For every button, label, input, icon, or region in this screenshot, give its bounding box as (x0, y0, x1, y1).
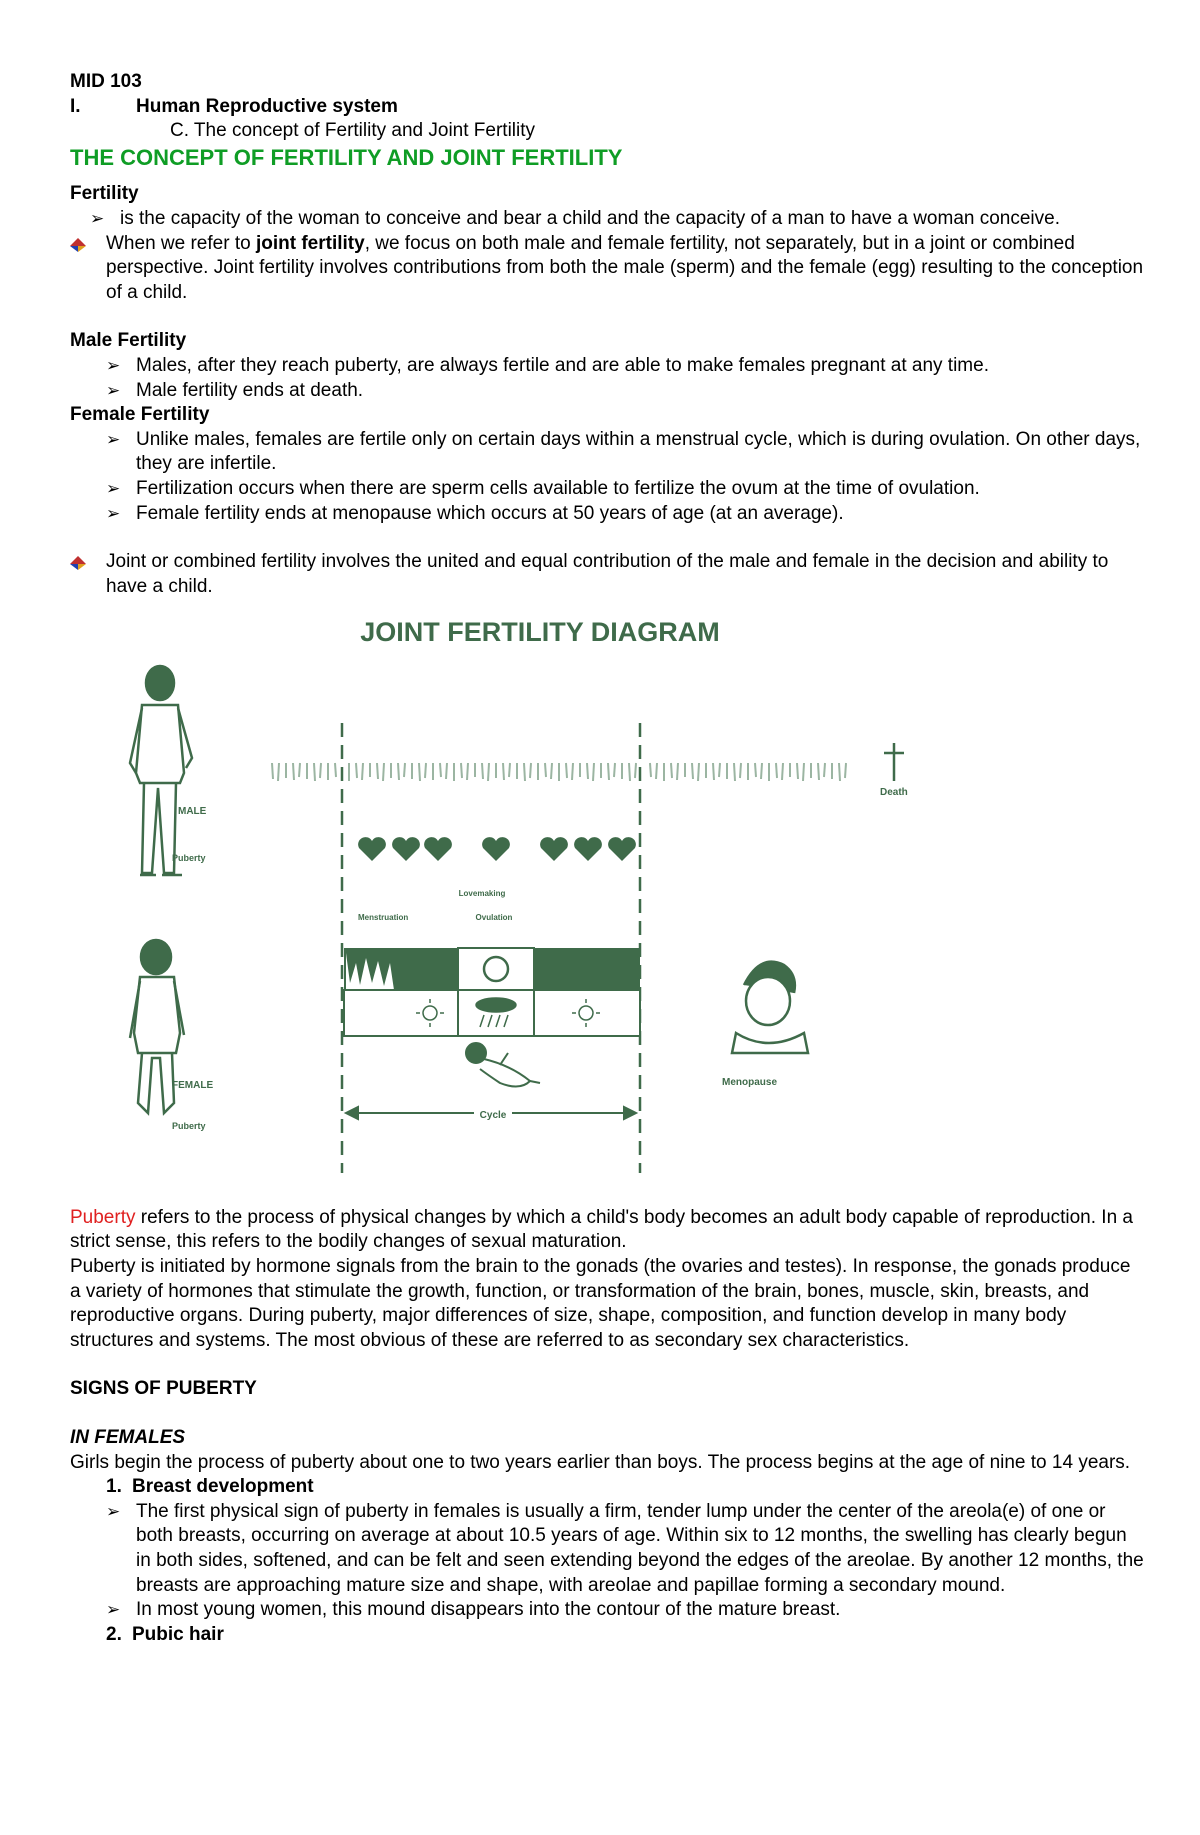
female-label: FEMALE (172, 1080, 214, 1092)
document-page (70, 70, 1145, 1647)
sperm-mark (467, 763, 468, 780)
cycle-label: Cycle (479, 1110, 507, 1122)
sperm-mark (419, 763, 420, 781)
male-label: MALE (178, 806, 207, 818)
sperm-mark (629, 763, 630, 781)
sperm-mark (320, 763, 321, 778)
signs-heading: SIGNS OF PUBERTY (70, 1378, 257, 1400)
sperm-mark (425, 763, 426, 778)
numbered-item-1: 1. Breast development (70, 1475, 1145, 1500)
female-fertility-list (70, 428, 1145, 526)
sperm-mark (293, 763, 294, 780)
sperm-mark (299, 763, 300, 777)
sperm-mark (608, 763, 609, 780)
list-item: ➢ Males, after they reach puberty, are always fertile and are able to make females pregnant at any time. (70, 354, 1145, 379)
list-item: ➢ Male fertility ends at death. (70, 379, 1145, 404)
sperm-mark (734, 763, 735, 781)
item-title: Breast development (132, 1476, 314, 1498)
item-title: Pubic hair (132, 1623, 224, 1645)
sperm-mark (740, 763, 741, 778)
heart-icon (574, 837, 602, 861)
list-item: ➢ In most young women, this mound disappears into the contour of the mature breast. (70, 1598, 1145, 1623)
course-code: MID 103 (70, 71, 142, 92)
sperm-mark (677, 763, 678, 780)
sperm-row (272, 763, 846, 781)
triangle-bullet-icon (70, 556, 86, 570)
sperm-mark (509, 763, 510, 777)
ovulation-label: Ovulation (475, 913, 513, 923)
sperm-mark (614, 763, 615, 777)
male-puberty-label: Puberty (172, 853, 206, 864)
baby-icon (466, 1043, 540, 1087)
joint-fertility-diagram (60, 613, 1180, 1188)
list-item: ➢ Unlike males, females are fertile only on certain days within a menstrual cycle, which is during ovulation. On other days, they are infertile. (106, 428, 1141, 475)
female-puberty-label: Puberty (172, 1121, 206, 1132)
arrow-bullet-icon: ➢ (106, 1600, 121, 1620)
heart-icon (392, 837, 420, 861)
arrow-bullet-icon: ➢ (106, 429, 121, 449)
menopause-label: Menopause (722, 1077, 778, 1089)
sperm-mark (824, 763, 825, 777)
sperm-mark (650, 763, 651, 777)
heart-icon (540, 837, 568, 861)
sperm-mark (461, 763, 462, 778)
sperm-mark (362, 763, 363, 780)
sperm-mark (482, 763, 483, 779)
puberty-term: Puberty (70, 1206, 136, 1228)
sperm-mark (572, 763, 573, 780)
sperm-mark (713, 763, 714, 780)
sperm-mark (845, 763, 846, 778)
sperm-mark (524, 763, 525, 781)
hearts-row (358, 837, 636, 861)
sperm-mark (698, 763, 699, 781)
section-numeral: I. (70, 95, 81, 117)
breast-development-list (70, 1500, 1145, 1623)
arrow-bullet-icon: ➢ (106, 380, 121, 400)
menstruation-label: Menstruation (358, 913, 409, 923)
fertility-heading: Fertility (70, 183, 139, 205)
diagram-title: JOINT FERTILITY DIAGRAM (360, 617, 720, 648)
sperm-mark (398, 763, 399, 780)
arrow-bullet-icon: ➢ (106, 355, 121, 375)
sperm-mark (818, 763, 819, 780)
sperm-mark (635, 763, 636, 778)
male-fertility-heading: Male Fertility (70, 330, 187, 352)
heart-icon (358, 837, 386, 861)
list-item: ➢ is the capacity of the woman to conceive and bear a child and the capacity of a man to have a woman conceive. (70, 207, 1145, 232)
sperm-mark (566, 763, 567, 778)
list-item: ➢ Fertilization occurs when there are sperm cells available to fertilize the ovum at the time of ovulation. (70, 477, 1145, 502)
male-figure (130, 666, 192, 875)
sperm-mark (488, 763, 489, 781)
sperm-mark (314, 763, 315, 781)
sperm-mark (803, 763, 804, 781)
sperm-mark (593, 763, 594, 781)
females-intro: Girls begin the process of puberty about one to two years earlier than boys. The process begins at the age of nine to 14 years. (70, 1451, 1131, 1473)
sperm-mark (377, 763, 378, 779)
arrow-bullet-icon: ➢ (90, 208, 105, 228)
arrow-bullet-icon: ➢ (106, 1501, 121, 1521)
female-fertility-heading: Female Fertility (70, 404, 210, 426)
sperm-mark (776, 763, 777, 778)
lovemaking-label: Lovemaking (458, 889, 506, 899)
death-label: Death (880, 787, 908, 799)
joint-note-paragraph: Joint or combined fertility involves the united and equal contribution of the male and female in the decision and ability to have a child. (70, 550, 1145, 599)
arrow-bullet-icon: ➢ (106, 478, 121, 498)
joint-fertility-paragraph: When we refer to joint fertility, we focus on both male and female fertility, not separately, but in a joint or combined perspective. Joint fertility involves contributions from both the male (sperm) and the female (egg) resulting to the conception of a child. (70, 232, 1145, 306)
sperm-mark (692, 763, 693, 779)
numbered-item-2: 2. Pubic hair (70, 1623, 1145, 1648)
sperm-mark (440, 763, 441, 777)
sperm-mark (446, 763, 447, 779)
list-item: ➢ Female fertility ends at menopause which occurs at 50 years of age (at an average). (70, 502, 1145, 527)
sperm-mark (272, 763, 273, 779)
heart-icon (608, 837, 636, 861)
sperm-mark (656, 763, 657, 779)
sperm-mark (587, 763, 588, 779)
puberty-paragraph-2: Puberty is initiated by hormone signals from the brain to the gonads (the ovaries and testes). In response, the gonads produce a variety of hormones that stimulate the growth, function, or transformation of the brain, bones, muscle, skin, breasts, and reproductive organs. During puberty, major differences of size, shape, composition, and function develop in many body structures and systems. The most obvious of these are referred to as secondary sex characteristics. (70, 1256, 1131, 1351)
heart-icon (482, 837, 510, 861)
sperm-mark (278, 763, 279, 781)
females-heading: IN FEMALES (70, 1427, 186, 1449)
sperm-mark (404, 763, 405, 777)
sperm-mark (755, 763, 756, 777)
male-fertility-list (70, 354, 1145, 403)
section-title: Human Reproductive system (136, 95, 398, 117)
sperm-mark (797, 763, 798, 779)
menopause-figure (732, 962, 808, 1053)
puberty-paragraph-1: Puberty refers to the process of physical changes by which a child's body becomes an adult body capable of reproduction. In a strict sense, this refers to the bodily changes of sexual maturation. (70, 1206, 1133, 1253)
ovulation-block (458, 948, 534, 990)
sperm-mark (719, 763, 720, 777)
cycle-bar (344, 948, 640, 1036)
sperm-mark (356, 763, 357, 778)
triangle-bullet-icon (70, 238, 86, 252)
sperm-mark (335, 763, 336, 777)
list-item: ➢ The first physical sign of puberty in females is usually a firm, tender lump under the center of the areola(e) of one or both breasts, occurring on average at about 10.5 years of age. Within six to 12 months, the swelling has clearly begun in both sides, softened, and can be felt and seen extending beyond the edges of the areolae. By another 12 months, the breasts are approaching mature size and shape, with areolae and papillae forming a secondary mound. (106, 1500, 1144, 1596)
sperm-mark (383, 763, 384, 781)
section-heading (70, 95, 1145, 120)
sperm-mark (761, 763, 762, 779)
sperm-mark (671, 763, 672, 778)
sperm-mark (503, 763, 504, 780)
arrow-bullet-icon: ➢ (106, 503, 121, 523)
sperm-mark (545, 763, 546, 777)
heart-icon (424, 837, 452, 861)
sperm-mark (551, 763, 552, 779)
sperm-mark (530, 763, 531, 778)
subsection-title: C. The concept of Fertility and Joint Fertility (170, 120, 536, 142)
sperm-mark (782, 763, 783, 780)
main-title: THE CONCEPT OF FERTILITY AND JOINT FERTILITY (70, 144, 623, 170)
sperm-mark (839, 763, 840, 781)
joint-fertility-term: joint fertility (255, 232, 365, 254)
death-cross-icon (884, 743, 904, 781)
fertility-list (70, 207, 1145, 232)
